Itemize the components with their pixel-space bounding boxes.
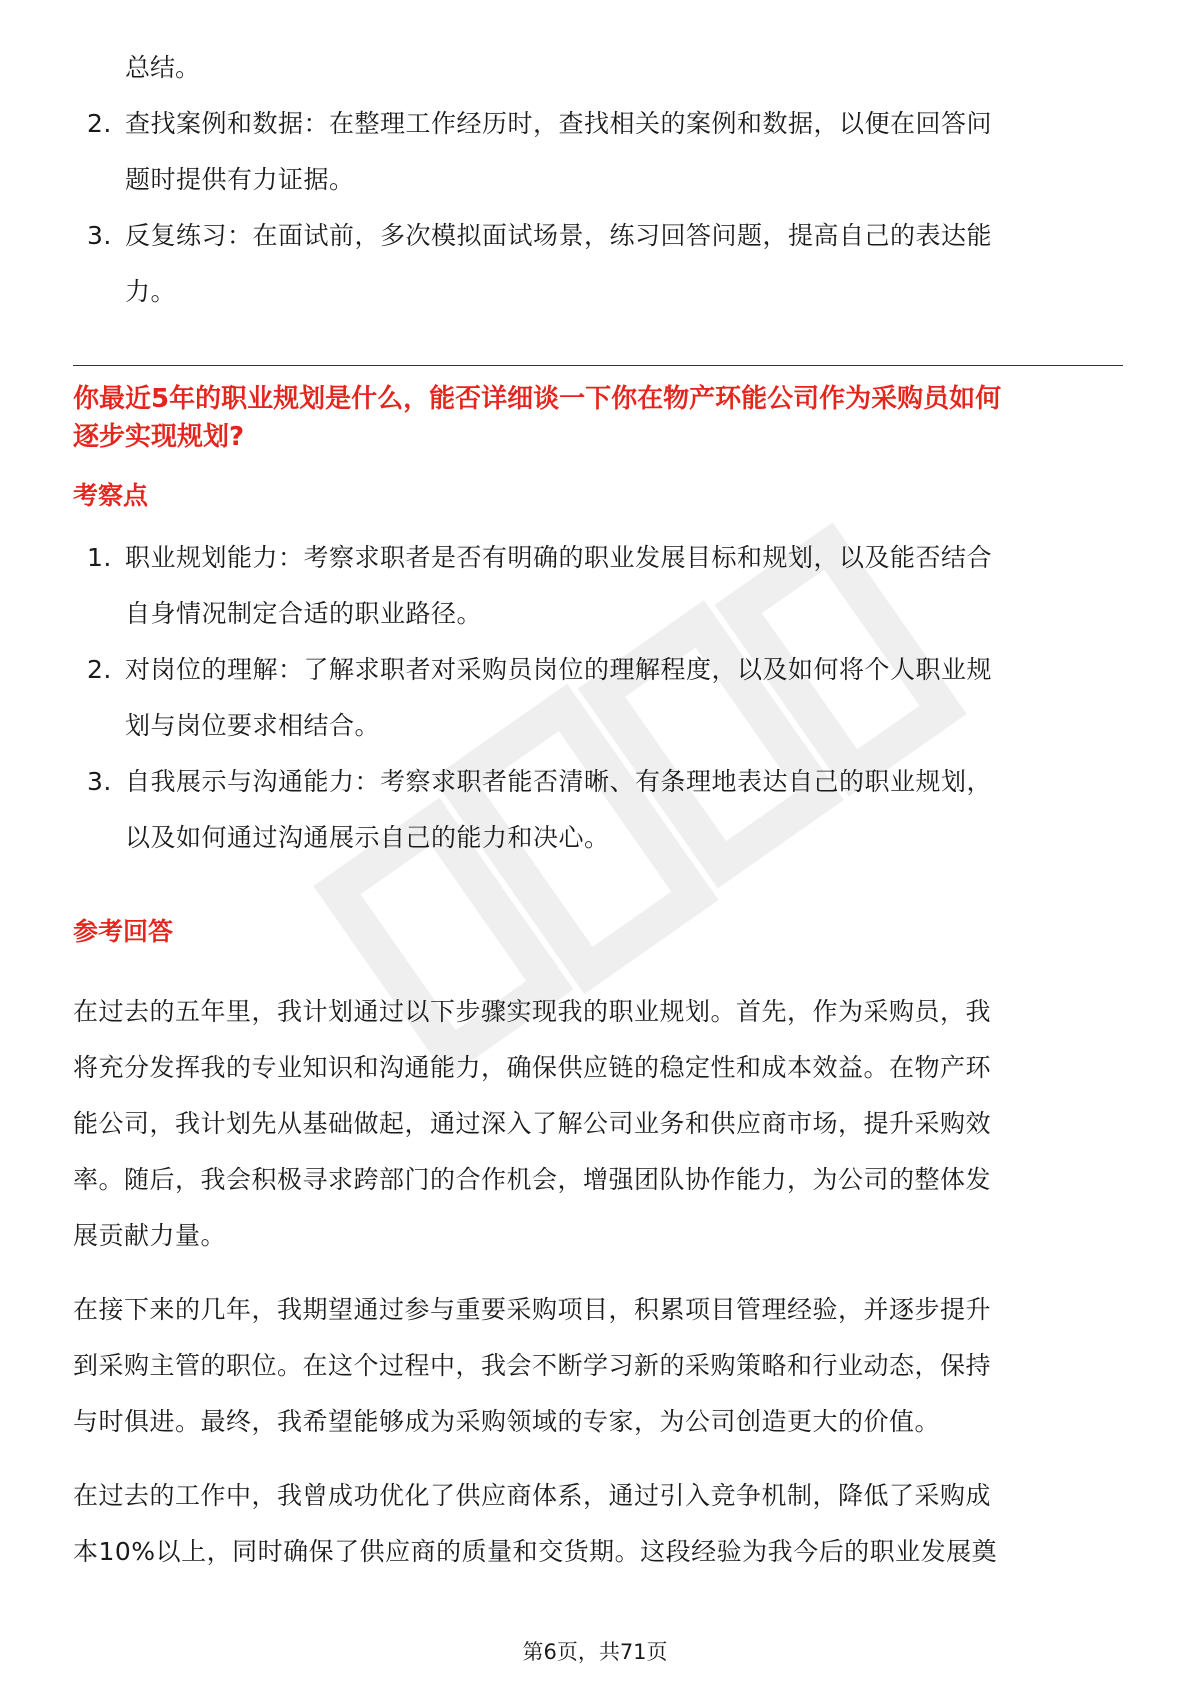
list-item-continuation: 自身情况制定合适的职业路径。 (125, 599, 483, 628)
answer-paragraph (73, 1468, 1123, 1580)
paragraph-line: 展贡献力量。 (73, 1221, 227, 1250)
list-item-continuation: 划与岗位要求相结合。 (125, 711, 381, 740)
list-item-continuation: 题时提供有力证据。 (125, 165, 355, 194)
paragraph-line: 本10%以上，同时确保了供应商的质量和交货期。这段经验为我今后的职业发展奠 (73, 1537, 998, 1566)
list-number: 3. (87, 767, 112, 796)
answer-paragraph (73, 1282, 1123, 1450)
paragraph-line: 在过去的工作中，我曾成功优化了供应商体系，通过引入竞争机制，降低了采购成 (73, 1481, 992, 1510)
list-number: 3. (87, 221, 112, 250)
question-line-2: 逐步实现规划? (73, 422, 245, 452)
section-title-reference-answer: 参考回答 (73, 917, 174, 946)
list-item-continuation: 以及如何通过沟通展示自己的能力和决心。 (125, 823, 610, 852)
list-number: 2. (87, 109, 112, 138)
list-item-text: 自我展示与沟通能力：考察求职者能否清晰、有条理地表达自己的职业规划， (125, 767, 993, 796)
list-item (73, 530, 1123, 586)
paragraph-line: 在过去的五年里，我计划通过以下步骤实现我的职业规划。首先，作为采购员，我 (73, 997, 992, 1026)
paragraph-line: 率。随后，我会积极寻求跨部门的合作机会，增强团队协作能力，为公司的整体发 (73, 1165, 992, 1194)
paragraph-line: 在接下来的几年，我期望通过参与重要采购项目，积累项目管理经验，并逐步提升 (73, 1295, 992, 1324)
list-item-text: 反复练习：在面试前，多次模拟面试场景，练习回答问题，提高自己的表达能 (125, 221, 993, 250)
list-item (73, 208, 1123, 264)
paragraph-line: 与时俱进。最终，我希望能够成为采购领域的专家，为公司创造更大的价值。 (73, 1407, 941, 1436)
list-item-text: 对岗位的理解：了解求职者对采购员岗位的理解程度，以及如何将个人职业规 (125, 655, 993, 684)
list-item-text: 查找案例和数据：在整理工作经历时，查找相关的案例和数据，以便在回答问 (125, 109, 993, 138)
page-number-footer: 第6页，共71页 (522, 1640, 668, 1664)
previous-tips-list (73, 96, 1123, 320)
list-item (73, 754, 1123, 810)
list-item (73, 642, 1123, 698)
question-heading (73, 380, 1123, 456)
section-divider (73, 365, 1123, 366)
list-number: 2. (87, 655, 112, 684)
list-item-continuation: 总结。 (125, 53, 201, 82)
section-title-exam-points: 考察点 (73, 481, 149, 510)
list-number: 1. (87, 543, 112, 572)
page-content (73, 40, 1123, 1580)
list-item-text: 职业规划能力：考察求职者是否有明确的职业发展目标和规划，以及能否结合 (125, 543, 993, 572)
question-line-1: 你最近5年的职业规划是什么，能否详细谈一下你在物产环能公司作为采购员如何 (73, 384, 1002, 414)
list-item-continuation: 力。 (125, 277, 177, 306)
list-item (73, 96, 1123, 152)
paragraph-line: 到采购主管的职位。在这个过程中，我会不断学习新的采购策略和行业动态，保持 (73, 1351, 992, 1380)
exam-points-list (73, 530, 1123, 866)
paragraph-line: 能公司，我计划先从基础做起，通过深入了解公司业务和供应商市场，提升采购效 (73, 1109, 992, 1138)
paragraph-line: 将充分发挥我的专业知识和沟通能力，确保供应链的稳定性和成本效益。在物产环 (73, 1053, 992, 1082)
answer-paragraph (73, 984, 1123, 1264)
